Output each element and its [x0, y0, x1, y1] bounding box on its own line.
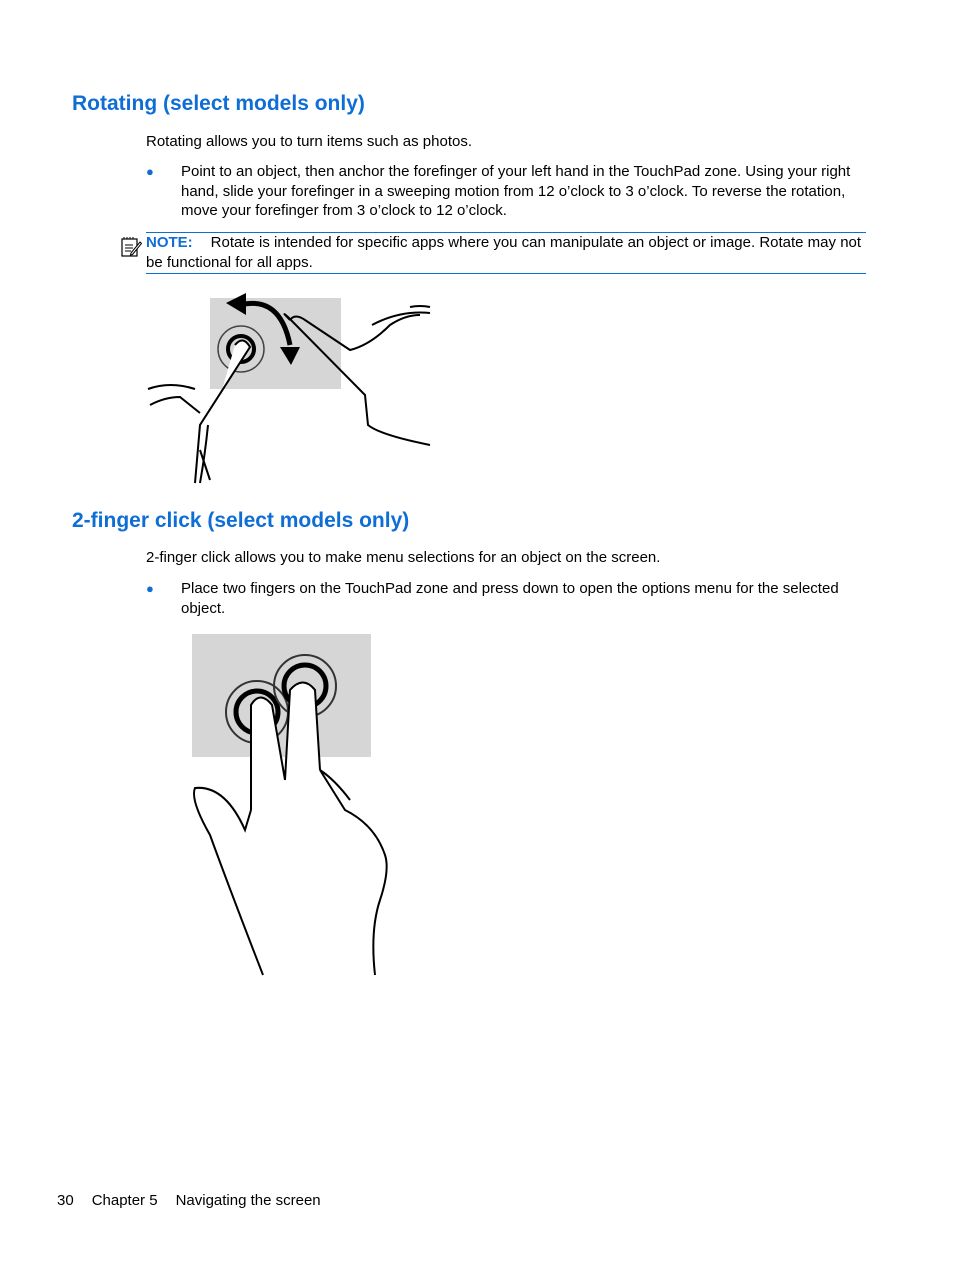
note-label: NOTE: [146, 234, 193, 251]
rotating-intro: Rotating allows you to turn items such as photos. [146, 133, 473, 150]
section-heading-rotating: Rotating (select models only) [72, 92, 365, 115]
bullet-marker: ● [146, 581, 154, 596]
rotating-bullet-text: Point to an object, then anchor the forefinger of your left hand in the TouchPad zone. Using your right hand, slide your forefinger in a sweeping motion from 12 o’clock to 3 o’clock. To reverse the rotation, move your forefinger from 3 o’clock to 12 o’clock. [181, 163, 851, 219]
chapter-label: Chapter 5 [91, 1192, 158, 1209]
two-finger-bullet-text: Place two fingers on the TouchPad zone and press down to open the options menu for the selected object. [181, 580, 839, 617]
two-finger-intro: 2-finger click allows you to make menu selections for an object on the screen. [146, 549, 661, 566]
note-box [146, 232, 866, 274]
note-text: Rotate is intended for specific apps where you can manipulate an object or image. Rotate may not be functional for all apps. [146, 234, 862, 271]
chapter-title: Navigating the screen [175, 1192, 321, 1209]
section-heading-two-finger-click: 2-finger click (select models only) [72, 509, 410, 532]
page-footer [57, 1192, 339, 1209]
note-icon [120, 236, 142, 258]
rotate-gesture-illustration [140, 285, 440, 485]
bullet-marker: ● [146, 164, 154, 179]
page-number: 30 [57, 1192, 74, 1209]
two-finger-click-illustration [185, 630, 395, 980]
